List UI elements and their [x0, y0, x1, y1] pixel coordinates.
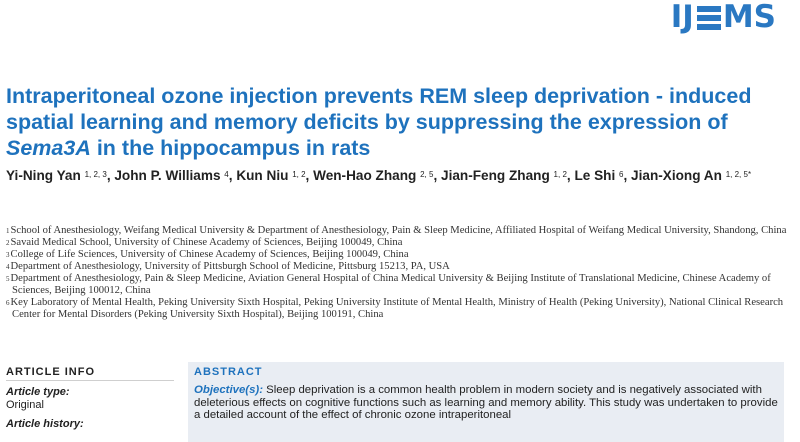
- title-gene-name: Sema3A: [6, 136, 91, 160]
- title-part2: in the hippocampus in rats: [90, 136, 371, 160]
- affiliation: [6, 297, 791, 321]
- affiliation-text: College of Life Sciences, University of Chinese Academy of Sciences, Beijing 100049, China: [10, 249, 409, 260]
- author-list: Yi-Ning Yan $^{1, 2, 3}$, John P. Williams $^4$, Kun Niu $^{1, 2}$, Wen-Hao Zhang $^{2, 5}$, Jian-Feng Zhang $^{1, 2}$, Le Shi $^6$, Jian-Xiong An $^{1, 2, 5*}$: [6, 168, 752, 183]
- affiliation-list: [6, 225, 791, 321]
- author-affiliation-marker: 4: [224, 170, 229, 179]
- author-affiliation-marker: 1, 2: [292, 170, 306, 179]
- author-name: Kun Niu: [236, 168, 289, 183]
- author-affiliation-marker: 1, 2, 3: [84, 170, 107, 179]
- affiliation: [6, 225, 791, 237]
- author: [631, 168, 751, 183]
- affiliation-marker: 5: [6, 275, 10, 283]
- affiliation: [6, 249, 791, 261]
- author-name: Wen-Hao Zhang: [313, 168, 417, 183]
- author: [114, 168, 228, 183]
- affiliation-marker: 3: [6, 251, 10, 259]
- journal-logo: [671, 2, 776, 33]
- paper-title: [6, 83, 786, 161]
- affiliation-marker: 1: [6, 227, 10, 235]
- affiliation-text: Department of Anesthesiology, University of Pittsburgh School of Medicine, Pittsburg 15213, PA, USA: [10, 261, 450, 272]
- author: [6, 168, 107, 183]
- author-affiliation-marker: 6: [619, 170, 624, 179]
- affiliation: [6, 261, 791, 273]
- title-part1: Intraperitoneal ozone injection prevents REM sleep deprivation - induced spatial learning and memory deficits by suppressing the expression of: [6, 84, 752, 134]
- logo-bars-icon: [697, 6, 721, 30]
- affiliation-marker: 6: [6, 299, 10, 307]
- author: [441, 168, 567, 183]
- author-affiliation-marker: 2, 5: [420, 170, 434, 179]
- abstract-box: [188, 362, 784, 442]
- abstract-text: [194, 384, 778, 422]
- affiliation-marker: 2: [6, 239, 10, 247]
- author-affiliation-marker: 1, 2, 5*: [725, 170, 752, 179]
- logo-text-right: MS: [722, 0, 776, 35]
- author: [574, 168, 623, 183]
- abstract-body: Sleep deprivation is a common health problem in modern society and is negatively associated with deleterious effects on cognitive functions such as learning and memory ability. This study was undertaken to provide a detailed account of the effect of chronic ozone intraperitoneal: [194, 384, 778, 422]
- author-name: Jian-Feng Zhang: [441, 168, 550, 183]
- author-name: John P. Williams: [114, 168, 221, 183]
- article-type-value: Original: [6, 399, 44, 411]
- objective-label: Objective(s):: [194, 384, 263, 396]
- affiliation-text: Savaid Medical School, University of Chinese Academy of Sciences, Beijing 100049, China: [10, 237, 403, 248]
- affiliation-text: Department of Anesthesiology, Pain & Sleep Medicine, Aviation General Hospital of China Medical University & Beijing Institute of Translational Medicine, Chinese Academy of Sciences, Beijing 100012, China: [10, 273, 771, 296]
- abstract-heading: ABSTRACT: [194, 366, 263, 378]
- author: [313, 168, 433, 183]
- affiliation-marker: 4: [6, 263, 10, 271]
- article-type-label: Article type:: [6, 386, 70, 398]
- affiliation: [6, 237, 791, 249]
- affiliation-text: School of Anesthesiology, Weifang Medical University & Department of Anesthesiology, Pain & Sleep Medicine, Affiliated Hospital of Weifang Medical University, Shandong, China: [10, 225, 787, 236]
- affiliation-text: Key Laboratory of Mental Health, Peking University Sixth Hospital, Peking University Institute of Mental Health, Ministry of Health (Peking University), National Clinical Research Center for Mental Disorders (Peking University Sixth Hospital), Beijing 100191, China: [10, 297, 784, 320]
- author-affiliation-marker: 1, 2: [553, 170, 567, 179]
- author: [236, 168, 305, 183]
- logo-text-left: IJ: [670, 0, 694, 35]
- author-name: Jian-Xiong An: [631, 168, 722, 183]
- affiliation: [6, 273, 791, 297]
- article-history-label: Article history:: [6, 418, 84, 430]
- author-name: Yi-Ning Yan: [6, 168, 81, 183]
- article-info-heading: ARTICLE INFO: [6, 366, 174, 381]
- author-name: Le Shi: [574, 168, 616, 183]
